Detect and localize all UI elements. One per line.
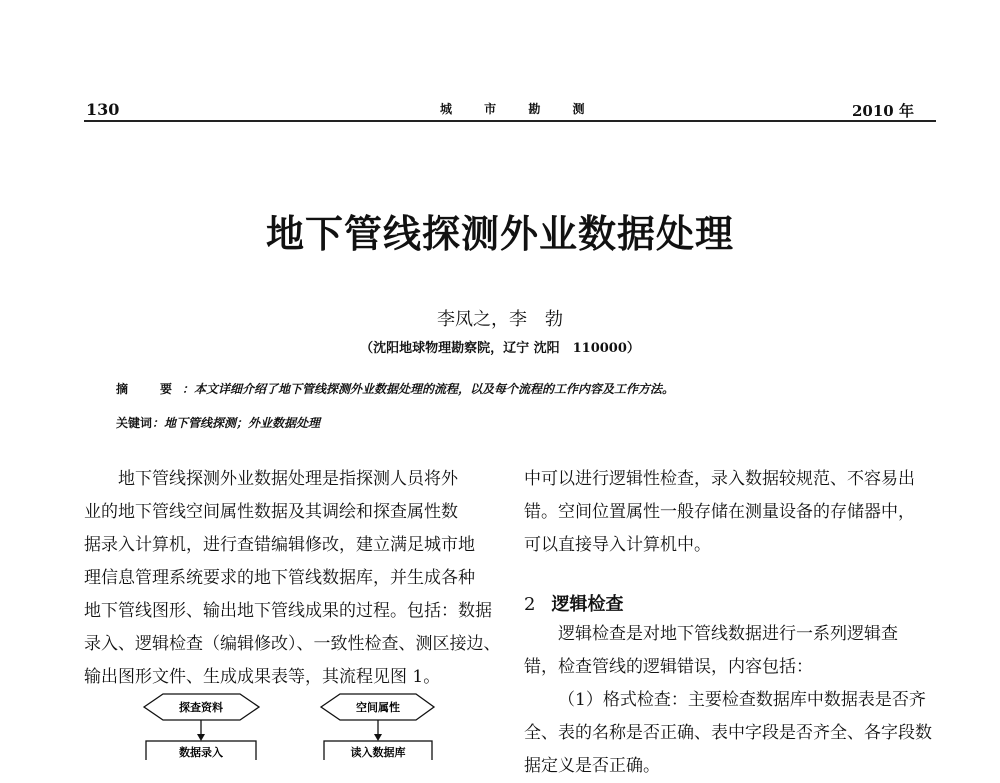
text-line: 全、表的名称是否正确、表中字段是否齐全、各字段数 (524, 723, 932, 743)
flow-node-spatial-attr-label: 空间属性 (356, 701, 400, 714)
abstract-text: ：本文详细介绍了地下管线探测外业数据处理的流程，以及每个流程的工作内容及工作方法。 (182, 382, 675, 396)
keywords-text: ：地下管线探测；外业数据处理 (152, 416, 321, 430)
section-title: 逻辑检查 (551, 594, 624, 615)
text-line: 输出图形文件、生成成果表等，其流程见图 1。 (84, 667, 441, 687)
flow-arrow-head (374, 734, 382, 741)
flow-node-read-db-label: 读入数据库 (350, 746, 406, 759)
journal-name: 城 市 勘 测 (440, 102, 599, 116)
text-line: 可以直接导入计算机中。 (524, 535, 711, 555)
text-line: 地下管线图形、输出地下管线成果的过程。包括：数据 (84, 601, 492, 621)
keywords-label: 关键词 (116, 416, 153, 430)
text-line: （1）格式检查：主要检查数据库中数据表是否齐 (558, 690, 926, 710)
flow-node-data-entry-label: 数据录入 (179, 746, 223, 759)
text-line: 据定义是否正确。 (524, 756, 660, 776)
flow-node-survey-data-label: 探查资料 (179, 701, 223, 714)
text-line: 业的地下管线空间属性数据及其调绘和探查属性数 (84, 502, 458, 522)
page-number: 130 (86, 100, 120, 119)
text-line: 中可以进行逻辑性检查，录入数据较规范、不容易出 (524, 469, 915, 489)
text-line: 错，检查管线的逻辑错误，内容包括： (524, 657, 813, 677)
journal-year: 2010 年 (852, 102, 914, 120)
section-number: 2 (524, 594, 536, 615)
article-authors: 李凤之，李 勃 (437, 309, 563, 330)
text-line: 理信息管理系统要求的地下管线数据库，并生成各种 (84, 568, 475, 588)
article-affiliation: （沈阳地球物理勘察院，辽宁 沈阳 110000） (360, 341, 640, 356)
flow-arrow-head (197, 734, 205, 741)
text-line: 逻辑检查是对地下管线数据进行一系列逻辑查 (558, 624, 898, 644)
text-line: 录入、逻辑检查（编辑修改）、一致性检查、测区接边、 (84, 634, 501, 654)
text-line: 据录入计算机，进行查错编辑修改，建立满足城市地 (84, 535, 475, 555)
text-line: 错。空间位置属性一般存储在测量设备的存储器中， (524, 502, 915, 522)
text-line: 地下管线探测外业数据处理是指探测人员将外 (118, 469, 458, 489)
abstract-label: 摘 要 (116, 382, 183, 396)
article-title: 地下管线探测外业数据处理 (265, 211, 734, 256)
